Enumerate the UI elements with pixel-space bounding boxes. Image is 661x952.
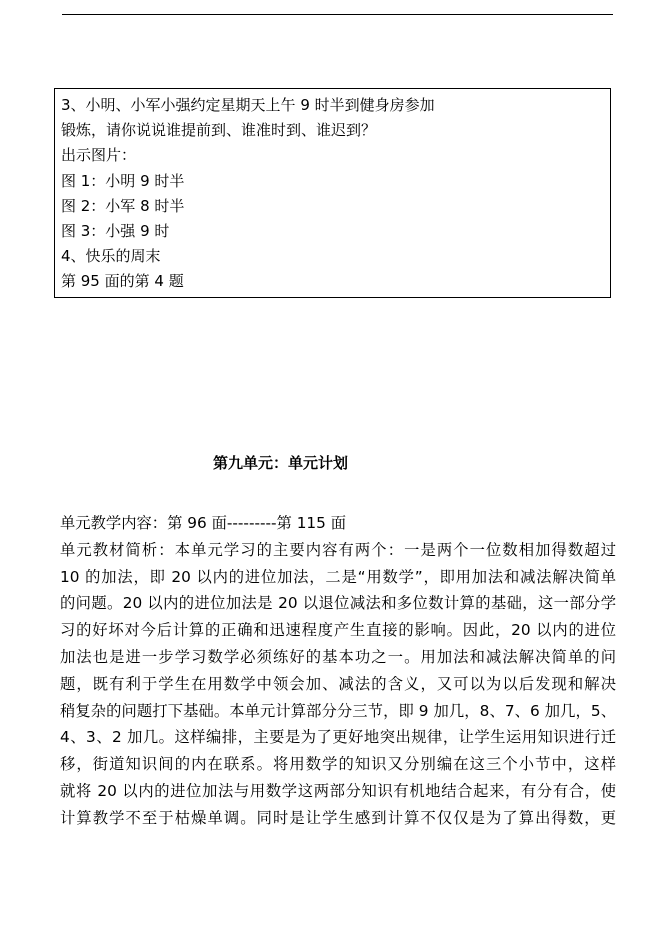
box-line-6: 图 3：小强 9 时 [61, 222, 170, 241]
body-line: 习的好坏对今后计算的正确和迅速程度产生直接的影响。因此，20 以内的进位 [60, 621, 616, 640]
box-line-3: 出示图片： [61, 146, 137, 165]
box-line-5: 图 2：小军 8 时半 [61, 196, 185, 215]
body-line: 就将 20 以内的进位加法与用数学这两部分知识有机地结合起来，有分有合，使 [60, 781, 616, 800]
body-line: 10 的加法，即 20 以内的进位加法，二是“用数学”，即用加法和减法解决简单 [60, 567, 616, 586]
box-line-7: 4、快乐的周末 [61, 247, 161, 266]
box-line-2: 锻炼，请你说说谁提前到、谁准时到、谁迟到？ [61, 121, 377, 140]
body-line: 4、3、2 加几。这样编排，主要是为了更好地突出规律，让学生运用知识进行迁 [60, 728, 616, 747]
body-line: 稍复杂的问题打下基础。本单元计算部分分三节，即 9 加几，8、7、6 加几，5、 [60, 701, 616, 720]
unit-plan-body [60, 510, 616, 832]
body-line: 题，既有利于学生在用数学中领会加、减法的含义，又可以为以后发现和解决 [60, 674, 616, 693]
unit-heading: 第九单元：单元计划 [212, 454, 348, 472]
body-line: 加法也是进一步学习数学必须练好的基本功之一。用加法和减法解决简单的问 [60, 647, 616, 666]
body-line: 的问题。20 以内的进位加法是 20 以退位减法和多位数计算的基础，这一部分学 [60, 594, 616, 613]
lesson-steps-box [54, 88, 611, 298]
body-line: 计算教学不至于枯燥单调。同时是让学生感到计算不仅仅是为了算出得数，更 [60, 808, 616, 827]
box-line-4: 图 1：小明 9 时半 [61, 171, 185, 190]
box-line-1: 3、小明、小军小强约定星期天上午 9 时半到健身房参加 [61, 96, 435, 114]
page-header-rule [62, 14, 613, 15]
box-line-8: 第 95 面的第 4 题 [61, 272, 184, 291]
body-line: 单元教材简析：本单元学习的主要内容有两个：一是两个一位数相加得数超过 [60, 540, 616, 559]
body-line-content-range: 单元教学内容：第 96 面---------第 115 面 [60, 514, 347, 532]
body-line: 移，街道知识间的内在联系。将用数学的知识又分别编在这三个小节中，这样 [60, 755, 616, 774]
